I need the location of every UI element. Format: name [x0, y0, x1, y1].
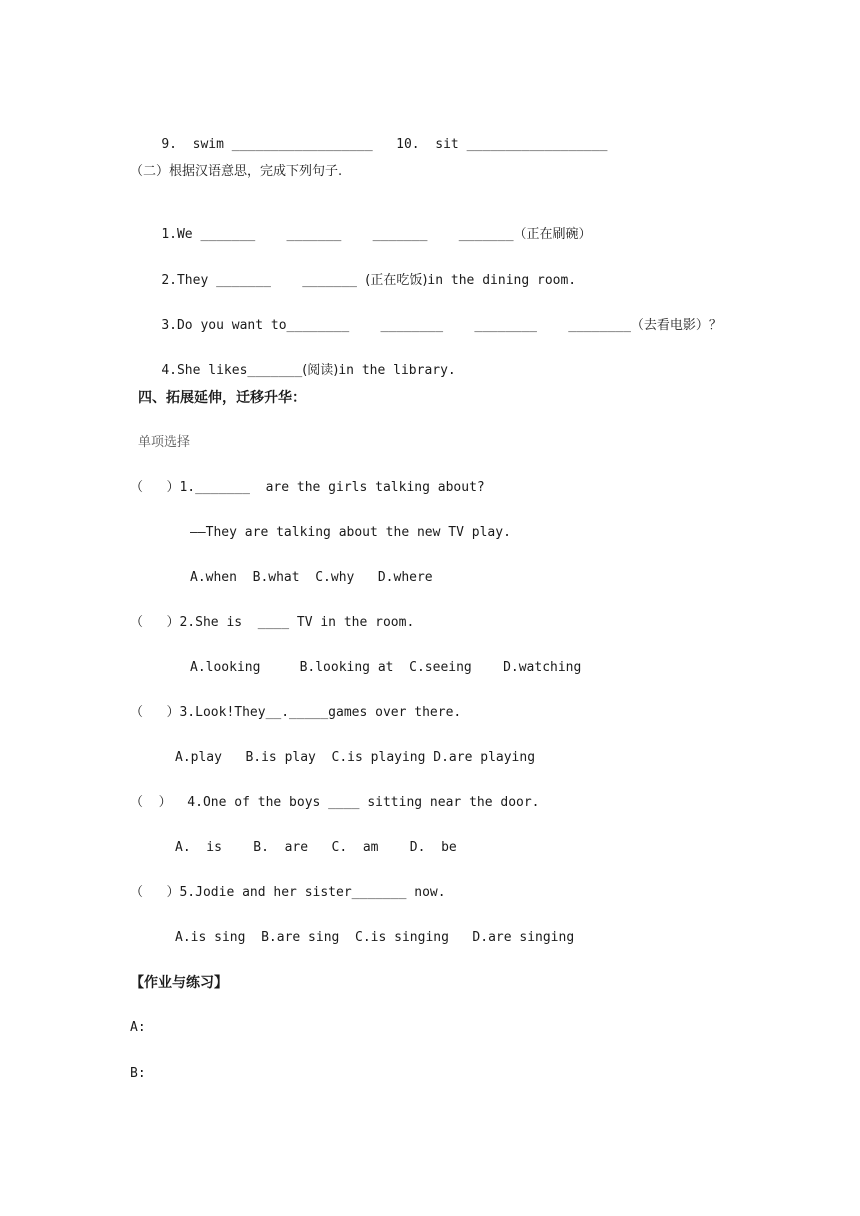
q10-blank: __________________ [466, 137, 608, 152]
mc-question-4-options: A. is B. are C. am D. be [175, 840, 457, 855]
homework-a: A: [130, 1020, 146, 1035]
sentence-4: 4.She likes_______(阅读)in the library. [161, 363, 456, 378]
mc-question-3: （ ）3.Look!They__._____games over there. [130, 705, 462, 720]
q9-blank: __________________ [231, 137, 373, 152]
section-4-title: 四、拓展延伸，迁移升华： [138, 390, 306, 406]
sentence-4-hint: (阅读) [302, 363, 339, 378]
mc-question-2: （ ）2.She is ____ TV in the room. [130, 615, 415, 630]
sentence-4-blank: _______ [247, 363, 303, 378]
q10-label: 10. sit [396, 137, 467, 152]
homework-b: B: [130, 1066, 146, 1081]
sentence-3-hint: （去看电影）？ [630, 318, 722, 333]
q9-label: 9. swim [161, 137, 232, 152]
sentence-3-blanks: ________ ________ ________ ________ [286, 318, 631, 333]
mc-question-5: （ ）5.Jodie and her sister_______ now. [130, 885, 446, 900]
sentence-1-hint: （正在刷碗） [513, 227, 592, 242]
sentence-3: 3.Do you want to________ ________ ________ ________（去看电影）？ [161, 318, 722, 333]
sentence-2-blanks: _______ _______ [216, 273, 357, 288]
sentence-1-blanks: _______ _______ _______ _______ [200, 227, 514, 242]
multiple-choice-title: 单项选择 [138, 435, 191, 450]
mc-question-1-answer-line: ——They are talking about the new TV play. [190, 525, 511, 540]
mc-question-2-options: A.looking B.looking at C.seeing D.watching [190, 660, 582, 675]
mc-question-4: （ ） 4.One of the boys ____ sitting near the door. [130, 795, 540, 810]
sentence-2: 2.They _______ _______ (正在吃饭)in the dining room. [161, 273, 577, 288]
sentence-2-hint: (正在吃饭) [357, 273, 428, 288]
sentence-1: 1.We _______ _______ _______ _______（正在刷碗） [161, 227, 592, 242]
mc-question-5-options: A.is sing B.are sing C.is singing D.are singing [175, 930, 575, 945]
homework-title: 【作业与练习】 [130, 975, 228, 991]
mc-question-1: （ ）1._______ are the girls talking about? [130, 480, 485, 495]
mc-question-1-options: A.when B.what C.why D.where [190, 570, 433, 585]
section-2-title: （二）根据汉语意思，完成下列句子. [130, 164, 343, 179]
mc-question-3-options: A.play B.is play C.is playing D.are playing [175, 750, 536, 765]
